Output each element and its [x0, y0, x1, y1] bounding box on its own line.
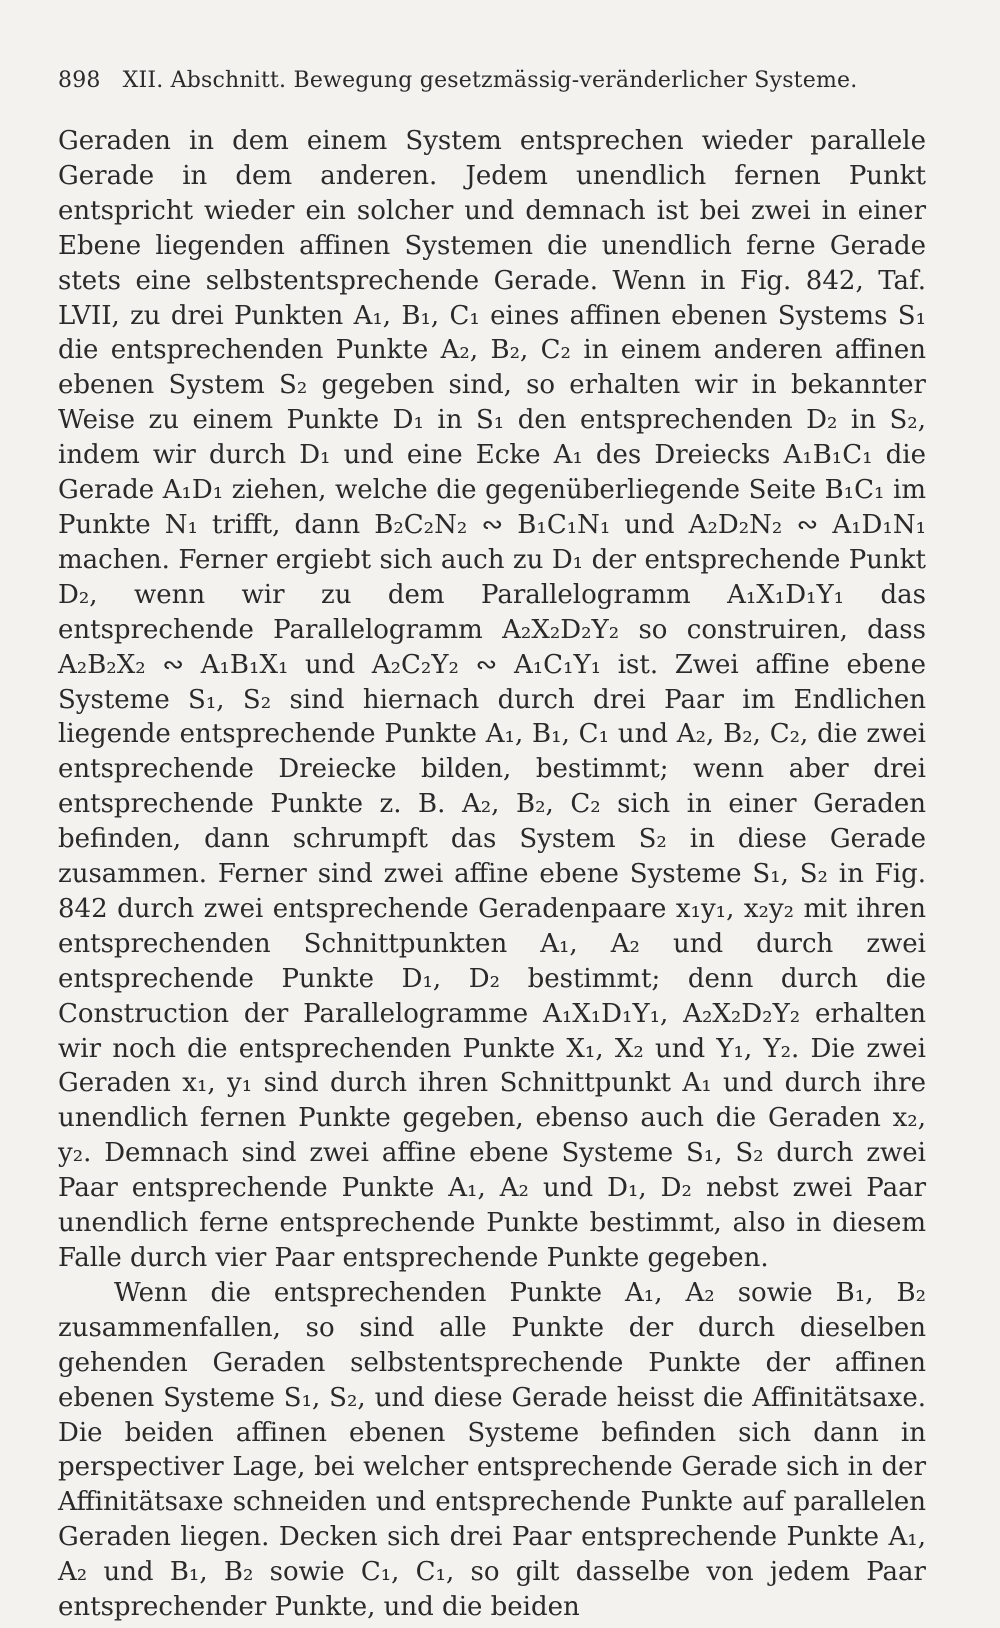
paragraph-1: Geraden in dem einem System entsprechen wieder parallele Gerade in dem anderen. Jedem unendlich fernen Punkt entspricht wieder ein solcher und demnach ist bei zwei in einer Ebene liegenden affinen Systemen die unendlich ferne Gerade stets eine selbstentsprechende Gerade. Wenn in Fig. 842, Taf. LVII, zu drei Punkten A₁, B₁, C₁ eines affinen ebenen Systems S₁ die entsprechenden Punkte A₂, B₂, C₂ in einem anderen affinen ebenen System S₂ gegeben sind, so erhalten wir in bekannter Weise zu einem Punkte D₁ in S₁ den entsprechenden D₂ in S₂, indem wir durch D₁ und eine Ecke A₁ des Dreiecks A₁B₁C₁ die Gerade A₁D₁ ziehen, welche die gegenüberliegende Seite B₁C₁ im Punkte N₁ trifft, dann B₂C₂N₂ ∾ B₁C₁N₁ und A₂D₂N₂ ∾ A₁D₁N₁ machen. Ferner ergiebt sich auch zu D₁ der entsprechende Punkt D₂, wenn wir zu dem Parallelogramm A₁X₁D₁Y₁ das entsprechende Parallelogramm A₂X₂D₂Y₂ so construiren, dass A₂B₂X₂ ∾ A₁B₁X₁ und A₂C₂Y₂ ∾ A₁C₁Y₁ ist. Zwei affine ebene Systeme S₁, S₂ sind hiernach durch drei Paar im Endlichen liegende entsprechende Punkte A₁, B₁, C₁ und A₂, B₂, C₂, die zwei entsprechende Dreiecke bilden, bestimmt; wenn aber drei entsprechende Punkte z. B. A₂, B₂, C₂ sich in einer Geraden befinden, dann schrumpft das System S₂ in diese Gerade zusammen. Ferner sind zwei affine ebene Systeme S₁, S₂ in Fig. 842 durch zwei entsprechende Geradenpaare x₁y₁, x₂y₂ mit ihren entsprechenden Schnittpunkten A₁, A₂ und durch zwei entsprechende Punkte D₁, D₂ bestimmt; denn durch die Construction der Parallelogramme A₁X₁D₁Y₁, A₂X₂D₂Y₂ erhalten wir noch die entsprechenden Punkte X₁, X₂ und Y₁, Y₂. Die zwei Geraden x₁, y₁ sind durch ihren Schnittpunkt A₁ und durch ihre unendlich fernen Punkte gegeben, ebenso auch die Geraden x₂, y₂. Demnach sind zwei affine ebene Systeme S₁, S₂ durch zwei Paar entsprechende Punkte A₁, A₂ und D₁, D₂ nebst zwei Paar unendlich ferne entsprechende Punkte bestimmt, also in diesem Falle durch vier Paar entsprechende Punkte gegeben. [58, 126, 926, 1273]
running-title: XII. Abschnitt. Bewegung gesetzmässig-veränderlicher Systeme. [122, 68, 858, 93]
page-number: 898 [58, 68, 101, 93]
paragraph-2: Wenn die entsprechenden Punkte A₁, A₂ sowie B₁, B₂ zusammenfallen, so sind alle Punkte der durch dieselben gehenden Geraden selbstentsprechende Punkte der affinen ebenen Systeme S₁, S₂, und diese Gerade heisst die Affinitätsaxe. Die beiden affinen ebenen Systeme befinden sich dann in perspectiver Lage, bei welcher entsprechende Gerade sich in der Affinitätsaxe schneiden und entsprechende Punkte auf parallelen Geraden liegen. Decken sich drei Paar entsprechende Punkte A₁, A₂ und B₁, B₂ sowie C₁, C₁, so gilt dasselbe von jedem Paar entsprechender Punkte, und die beiden [58, 1277, 926, 1623]
running-header [58, 68, 938, 93]
body-text [58, 124, 926, 1625]
